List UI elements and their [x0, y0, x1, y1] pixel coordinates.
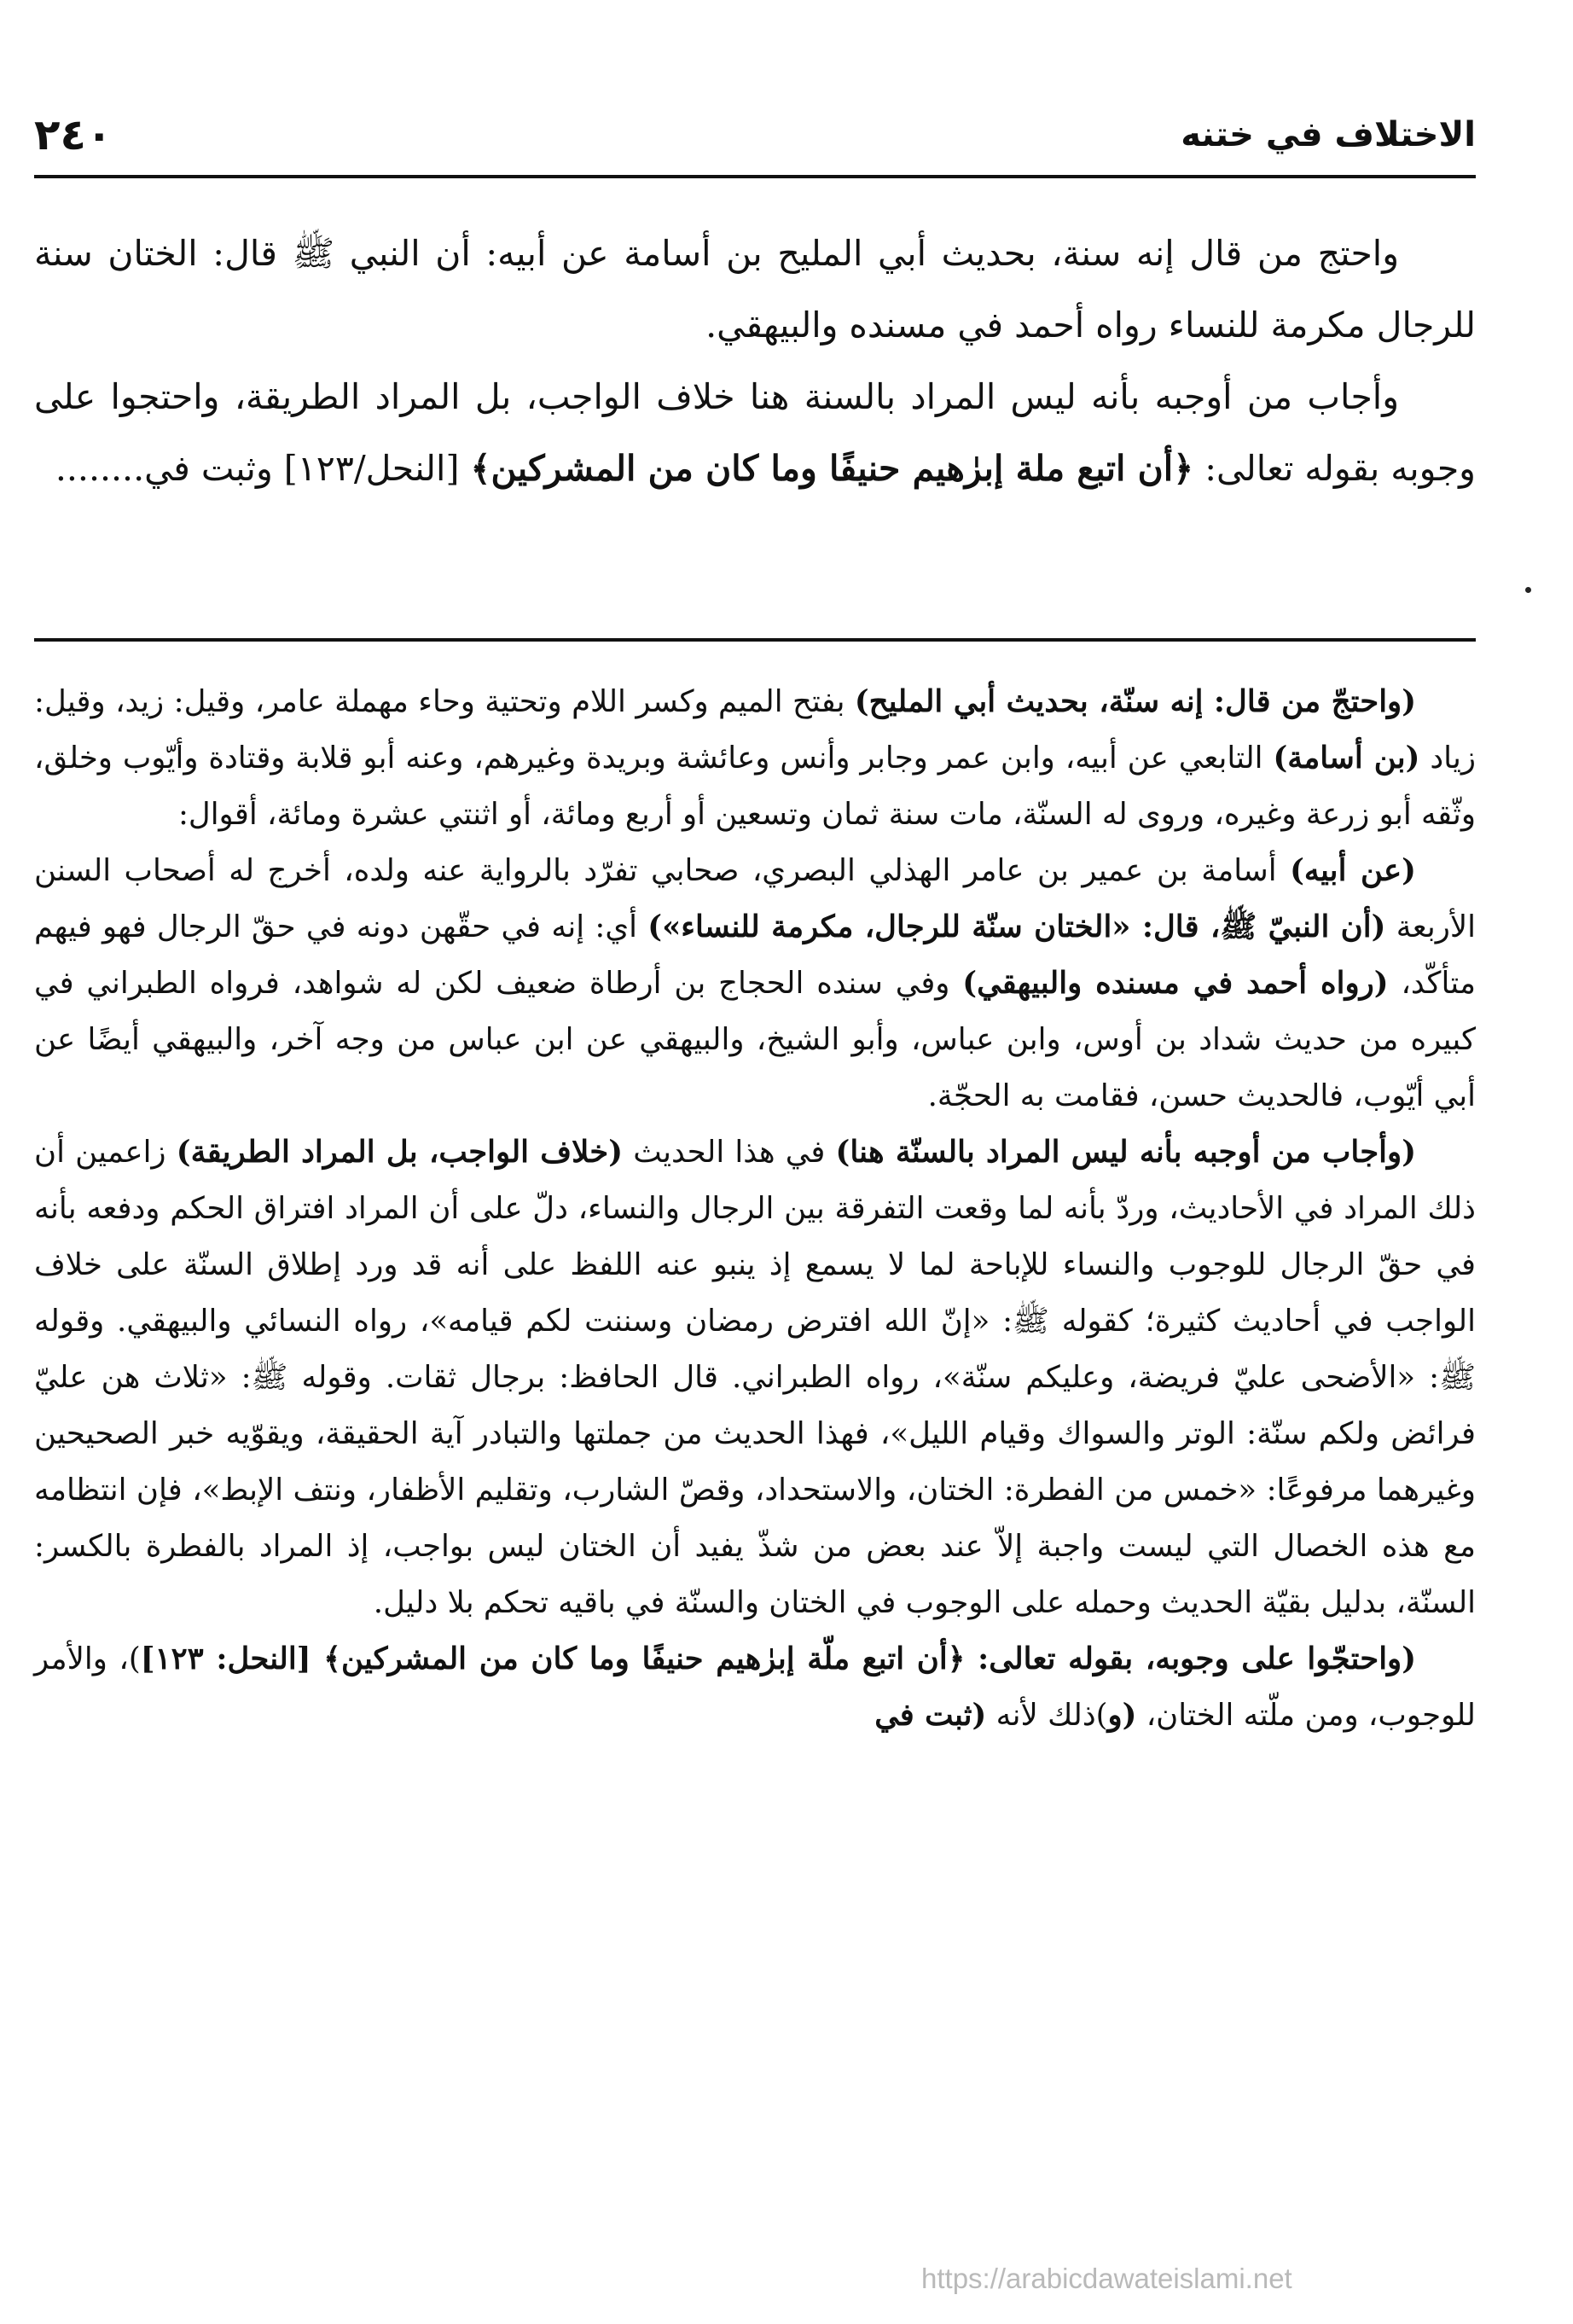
commentary-text: في هذا الحديث: [623, 1135, 836, 1170]
commentary-paragraph: [34, 843, 1476, 1124]
commentary-text: بفتح الميم وكسر اللام وتحتية وحاء مهملة عامر، وقيل: زيد، وقيل: زياد: [34, 684, 1476, 776]
quoted-phrase: (رواه أحمد في مسنده والبيهقي): [962, 966, 1389, 1001]
quran-verse: ﴿أن اتبع ملة إبرٰهيم حنيفًا وما كان من المشركين﴾: [470, 448, 1194, 489]
quoted-phrase: (واحتجّوا على وجوبه، بقوله تعالى: ﴿أن اتبع ملّة إبرٰهيم حنيفًا وما كان من المشركين﴾ [النحل: ١٢٣]: [140, 1641, 1417, 1676]
commentary-paragraph: [34, 674, 1476, 843]
page-header: [34, 101, 1476, 169]
quoted-phrase: (واحتجّ من قال: إنه سنّة، بحديث أبي المليح): [854, 684, 1417, 719]
commentary-text: )، والأمر للوجوب، ومن ملّته الختان،: [34, 1641, 1476, 1733]
margin-dot: [1525, 587, 1531, 593]
commentary-text: التابعي عن أبيه، وابن عمر وجابر وأنس وعائشة وبريدة وغيرهم، وعنه أبو قلابة وقتادة وأيّوب وخلق، وثّقه أبو زرعة وغيره، وروى له السنّة، مات سنة ثمان وتسعين أو أربع ومائة، أو اثنتي عشرة ومائة، أقوال:: [34, 741, 1476, 832]
commentary-paragraph: [34, 1631, 1476, 1744]
quoted-phrase: (عن أبيه): [1290, 853, 1416, 888]
commentary-paragraph: [34, 1124, 1476, 1631]
quoted-phrase: (و: [1107, 1698, 1137, 1733]
main-text: [34, 218, 1476, 504]
quoted-phrase: (خلاف الواجب، بل المراد الطريقة): [176, 1135, 624, 1170]
quoted-phrase: (ثبت في: [874, 1698, 987, 1733]
main-text-segment: [النحل/١٢٣] وثبت في........: [55, 448, 471, 489]
main-paragraph: واحتج من قال إنه سنة، بحديث أبي المليح بن أسامة عن أبيه: أن النبي ﷺ قال: الختان سنة للرجال مكرمة للنساء رواه أحمد في مسنده والبيهقي.: [34, 233, 1476, 346]
commentary-text: أسامة بن عمير بن عامر الهذلي البصري، صحابي تفرّد بالرواية عنه ولده، أخرج له أصحاب السنن الأربعة: [34, 853, 1477, 944]
commentary-text: أي: إنه في حقّهن دونه في حقّ الرجال فهو فيهم متأكّد،: [34, 909, 1476, 1001]
watermark-url: https://arabicdawateislami.net: [921, 2263, 1292, 2294]
commentary-text: )ذلك لأنه: [986, 1698, 1108, 1733]
separator-rule: [34, 638, 1476, 642]
running-title: الاختلاف في ختنه: [1181, 115, 1476, 154]
commentary: [34, 674, 1476, 1744]
quoted-phrase: (وأجاب من أوجبه بأنه ليس المراد بالسنّة هنا): [835, 1135, 1416, 1170]
main-text-segment: وأجاب من أوجبه بأنه ليس المراد بالسنة هنا خلاف الواجب، بل المراد الطريقة، واحتجوا على وجوبه بقوله تعالى:: [34, 376, 1476, 489]
page-number: ٢٤٠: [34, 110, 113, 160]
commentary-text: زاعمين أن ذلك المراد في الأحاديث، وردّ بأنه لما وقعت التفرقة بين الرجال والنساء، دلّ على أن المراد افتراق الحكم ودفعه بأنه في حقّ الرجال للوجوب والنساء للإباحة لما لا يسمع إذ ينبو عنه اللفظ على أنه قد ورد إطلاق السنّة على خلاف الواجب في أحاديث كثيرة؛ كقوله ﷺ: «إنّ الله افترض رمضان وسننت لكم قيامه»، رواه النسائي والبيهقي. وقوله ﷺ: «الأضحى عليّ فريضة، وعليكم سنّة»، رواه الطبراني. قال الحافظ: برجال ثقات. وقوله ﷺ: «ثلاث هن عليّ فرائض ولكم سنّة: الوتر والسواك وقيام الليل»، فهذا الحديث من جملتها والتبادر آية الحقيقة، ويقوّيه خبر الصحيحين وغيرهما مرفوعًا: «خمس من الفطرة: الختان، والاستحداد، وقصّ الشارب، وتقليم الأظفار، ونتف الإبط»، فإن انتظامه مع هذه الخصال التي ليست واجبة إلاّ عند بعض من شذّ يفيد أن الختان ليس بواجب، إذ المراد بالفطرة بالكسر: السنّة، بدليل بقيّة الحديث وحمله على الوجوب في الختان والسنّة في باقيه تحكم بلا دليل.: [34, 1135, 1476, 1620]
header-rule: [34, 175, 1476, 178]
commentary-text: وفي سنده الحجاج بن أرطاة ضعيف لكن له شواهد، فرواه الطبراني في كبيره من حديث شداد بن أوس، وابن عباس، وأبو الشيخ، والبيهقي عن ابن عباس من وجه آخر، والبيهقي أيضًا عن أبي أيّوب، فالحديث حسن، فقامت به الحجّة.: [34, 966, 1476, 1113]
quoted-phrase: (بن أسامة): [1273, 741, 1420, 776]
main-paragraph: [34, 361, 1476, 504]
quoted-phrase: (أن النبيّ ﷺ، قال: «الختان سنّة للرجال، مكرمة للنساء»): [647, 909, 1386, 944]
